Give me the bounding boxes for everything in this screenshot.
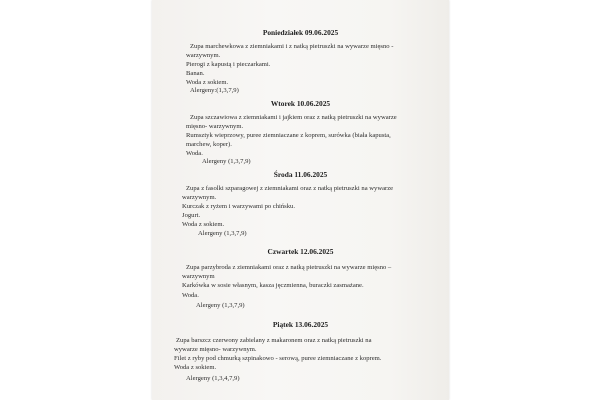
- main-dish-line: Kurczak z ryżem i warzywami po chińsku.: [182, 203, 295, 210]
- drink-line: Woda.: [186, 150, 203, 157]
- day-title: Wtorek 10.06.2025: [270, 99, 331, 108]
- soup-line: Zupa marchewkowa z ziemniakami i z natką pietruszki na wywarze mięsno -: [190, 43, 394, 50]
- main-dish-line-cont: marchew, koper).: [186, 141, 232, 148]
- soup-line-cont: warzywnym: [182, 273, 215, 280]
- main-dish-line: Karkówka w sosie własnym, kasza jęczmienna, buraczki zasmażane.: [182, 282, 364, 289]
- main-dish-line: Pierogi z kapustą i pieczarkami.: [186, 61, 271, 68]
- drink-line: Woda z sokiem.: [186, 79, 229, 86]
- drink-line: Woda z sokiem.: [174, 364, 217, 371]
- day-title: Piątek 13.06.2025: [272, 320, 329, 329]
- soup-line-cont: warzywnym.: [186, 52, 221, 59]
- soup-line: Zupa szczawiowa z ziemniakami i jajkiem oraz z natką pietruszki na wywarze: [190, 114, 397, 121]
- allergens-line: Alergeny (1,3,4,7,9): [186, 375, 240, 382]
- dessert-line: Banan.: [186, 70, 205, 77]
- soup-line-cont: mięsno- warzywnym.: [186, 123, 244, 130]
- soup-line: Zupa z fasolki szparagowej z ziemniakami oraz z natką pietruszki na wywarze: [186, 185, 394, 192]
- soup-line: Zupa barszcz czerwony zabielany z makaronem oraz z natką pietruszki na: [176, 337, 372, 344]
- soup-line-cont: wywarze mięsno- warzywnym.: [174, 346, 257, 353]
- day-title: Środa 11.06.2025: [273, 170, 328, 179]
- soup-line-cont: warzywnym.: [182, 194, 217, 201]
- main-dish-line: Rumsztyk wieprzowy, puree ziemniaczane z koprem, surówka (biała kapusta,: [186, 132, 391, 139]
- main-dish-line: Filet z ryby pod chmurką szpinakowo - serową, puree ziemniaczane z koprem.: [174, 355, 382, 362]
- soup-line: Zupa parzybroda z ziemniakami oraz z natką pietruszki na wywarze mięsno –: [186, 264, 392, 271]
- drink-line: Woda.: [182, 292, 199, 299]
- drink-line: Woda z sokiem.: [182, 221, 225, 228]
- dessert-line: Jogurt.: [182, 212, 201, 219]
- allergens-line: Alergeny (1,3,7,9): [202, 158, 251, 165]
- allergens-line: Alergeny (1,3,7,9): [198, 230, 247, 237]
- allergens-line: Alergeny (1,3,7,9): [196, 302, 245, 309]
- day-title: Czwartek 12.06.2025: [267, 247, 334, 256]
- menu-sheet: [152, 0, 449, 400]
- day-title: Poniedziałek 09.06.2025: [262, 28, 339, 37]
- allergens-line: Alergeny:(1,3,7,9): [190, 87, 239, 94]
